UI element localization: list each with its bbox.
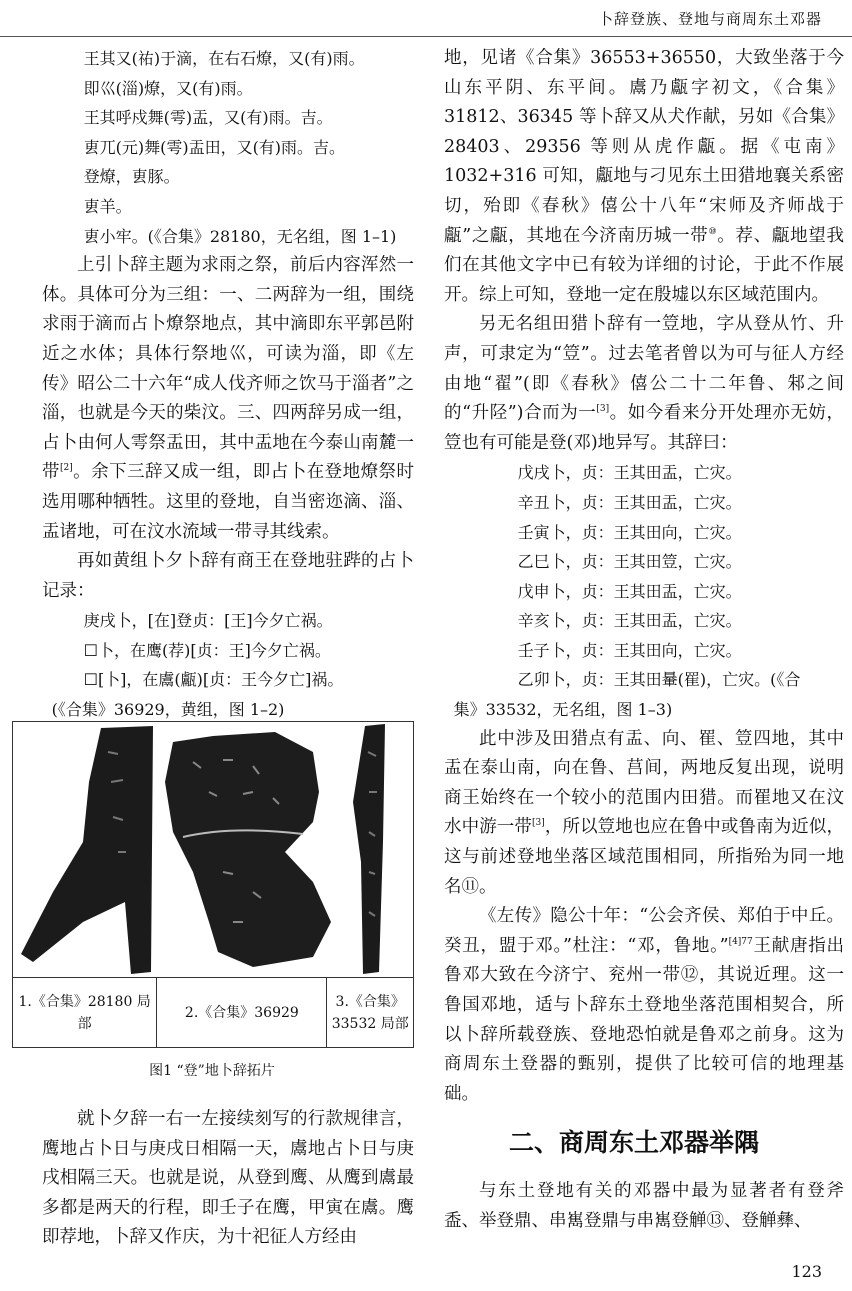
quote-line: 叀羊。 <box>83 196 132 216</box>
footnote-ref: [3] <box>596 404 610 415</box>
quote-line: 叀小牢。(《合集》28180，无名组，图 1–1) <box>83 226 397 246</box>
figure-rubbings <box>12 721 414 1048</box>
footnote-ref: [4]77 <box>728 936 753 947</box>
body-paragraph: 与东土登地有关的邓器中最为显著者有登斧盉、举登鼎、串嶲登鼎与串嶲登觯⑬、登觯彝、 <box>444 1181 844 1231</box>
figure-image-area <box>13 722 413 978</box>
quote-line: 即巛(淄)燎，又(有)雨。 <box>83 78 253 98</box>
figure-caption-1: 1.《合集》28180 局部 <box>13 978 157 1047</box>
body-paragraph: 再如黄组卜夕卜辞有商王在登地驻跸的占卜记录： <box>42 551 414 601</box>
right-column <box>444 44 844 1237</box>
figure-caption-2: 2.《合集》36929 <box>157 978 327 1047</box>
quote-line: 壬寅卜，贞：王其田向，亡灾。 <box>517 522 742 542</box>
body-paragraph: 上引卜辞主题为求雨之祭，前后内容浑然一体。具体可分为三组：一、二两辞为一组，围绕求雨于滴而占卜燎祭地点，其中滴即东平郭邑附近之水体；具体行祭地巛，可读为淄，即《左传》昭公二十六年“成人伐齐师之饮马于淄者”之淄，也就是今天的柴汶。三、四两辞另成一组，占卜由何人雩祭盂田，其中盂地在今泰山南麓一带[2]。余下三辞又成一组，即占卜在登地燎祭时选用哪种牺牲。这里的登地，自当密迩滴、淄、盂诸地，可在汶水流域一带寻其线索。 <box>42 255 415 542</box>
footnote-ref: [3] <box>532 818 545 829</box>
page-number: 123 <box>791 1262 822 1281</box>
quote-line: 乙卯卜，贞：王其田䡞(䍜)，亡灾。(《合 <box>517 670 801 690</box>
quote-line: 壬子卜，贞：王其田向，亡灾。 <box>517 640 742 660</box>
section-heading: 二、商周东土邓器举隅 <box>509 1128 760 1158</box>
citation: (《合集》36929，黄组，图 1–2) <box>51 700 285 720</box>
body-paragraph: 《左传》隐公十年：“公会齐侯、郑伯于中丘。癸丑，盟于邓。”杜注：“邓，鲁地。”$^{[4]77}$王献唐指出鲁邓大致在今济宁、兖州一带⑫，其说近理。这一鲁国邓地，适与卜辞东土登地坐落范围相契合，所以卜辞所载登族、登地恐怕就是鲁邓之前身。这为商周东土登器的甄别，提供了比较可信的地理基础。 <box>444 906 845 1104</box>
left-column <box>42 44 414 725</box>
quote-line: 戊戌卜，贞：王其田盂，亡灾。 <box>517 463 742 483</box>
quote-line: 辛丑卜，贞：王其田盂，亡灾。 <box>517 492 742 512</box>
quote-line: ☐[卜]，在鬳(甗)[贞：王今夕亡]祸。 <box>83 670 344 690</box>
figure-caption-3: 3.《合集》33532 局部 <box>331 993 409 1032</box>
body-paragraph: 另无名组田猎卜辞有一䇺地，字从登从竹、升声，可隶定为“䇺”。过去笔者曾以为可与征人方经由地“翟”(即《春秋》僖公二十二年鲁、邾之间的“升陉”)合而为一[3]。如今看来分开处理亦无妨，䇺也有可能是登(邓)地异写。其辞曰： <box>444 314 844 453</box>
quote-line: 乙巳卜，贞：王其田䇺，亡灾。 <box>517 552 742 572</box>
quote-line: 庚戌卜，[在]登贞：[王]今夕亡祸。 <box>83 611 333 631</box>
body-paragraph: 就卜夕辞一右一左接续刻写的行款规律言，鹰地占卜日与庚戌日相隔一天，鬳地占卜日与庚戌相隔三天。也就是说，从登到鹰、从鹰到鬳最多都是两天的行程，即壬子在鹰，甲寅在鬳。鹰即荐地，卜辞又作庆，为十祀征人方经由 <box>42 1109 414 1248</box>
rubbing-3-image <box>353 724 385 974</box>
body-paragraph: 地，见诸《合集》36553+36550，大致坐落于今山东平阴、东平间。鬳乃甗字初文，《合集》31812、36345 等卜辞又从犬作献，另如《合集》28403、29356 等则从虎作甗。据《屯南》1032+316 可知，甗地与刁见东土田猎地襄关系密切，殆即《春秋》僖公十八年“宋师及齐师战于甗”之甗，其地在今济南历城一带⑩。荐、甗地望我们在其他文字中已有较为详细的讨论，于此不作展开。综上可知，登地一定在殷墟以东区域范围内。 <box>444 48 844 305</box>
figure-captions <box>13 978 413 1047</box>
quote-line: 戊申卜，贞：王其田盂，亡灾。 <box>517 581 742 601</box>
rubbing-images <box>13 722 413 977</box>
body-paragraph: 此中涉及田猎点有盂、向、䍜、䇺四地，其中盂在泰山南，向在鲁、莒间，两地反复出现，说明商王始终在一个较小的范围内田猎。而䍜地又在汶水中游一带[3]，所以䇺地也应在鲁中或鲁南为近似，这与前述登地坐落区域范围相同，所指殆为同一地名⑪。 <box>444 728 845 897</box>
quote-line: 叀兀(元)舞(雩)盂田，又(有)雨。吉。 <box>83 137 346 157</box>
footnote-ref: ⑩ <box>708 226 718 237</box>
rubbing-2-image <box>165 732 331 967</box>
rubbing-1-image <box>21 726 153 974</box>
quote-line: 登燎，叀豚。 <box>83 167 180 187</box>
running-header: 卜辞登族、登地与商周东土邓器 <box>597 10 822 28</box>
footnote-ref: [2] <box>59 463 73 474</box>
quote-line: 王其又(祐)于滴，在右石燎，又(有)雨。 <box>83 49 365 68</box>
header-rule <box>0 36 852 37</box>
quote-line: ☐卜，在鹰(荐)[贞：王]今夕亡祸。 <box>83 640 331 660</box>
figure-title: 图1 “登”地卜辞拓片 <box>149 1063 275 1079</box>
citation: 集》33532，无名组，图 1–3) <box>453 700 673 720</box>
quote-line: 王其呼戍舞(雩)盂，又(有)雨。吉。 <box>83 108 333 128</box>
left-column-lower <box>42 1105 414 1253</box>
quote-line: 辛亥卜，贞：王其田盂，亡灾。 <box>517 611 742 631</box>
